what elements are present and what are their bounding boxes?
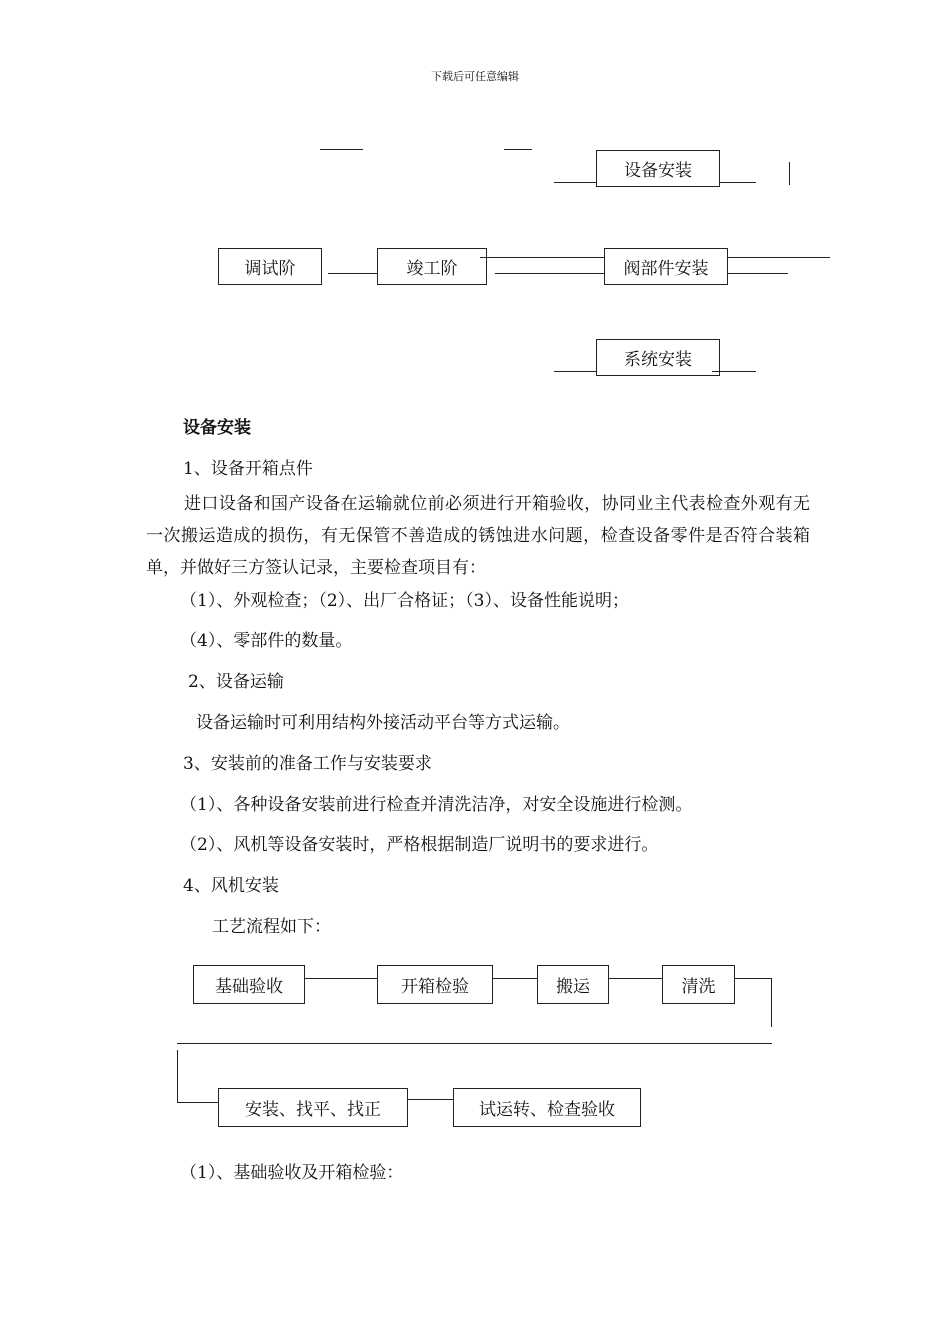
flow-connector	[177, 1050, 178, 1102]
box-debug-stage-label: 阶	[278, 259, 296, 279]
diagram-line	[789, 162, 790, 185]
box-acceptance-label: 竣工	[406, 259, 441, 279]
diagram-line	[320, 149, 363, 150]
s1-items-b: （4）、零部件的数量。	[180, 631, 353, 651]
s3-title: 3、安装前的准备工作与安装要求	[183, 754, 432, 774]
flow-step-transport: 搬运	[537, 965, 609, 1004]
flow-connector	[609, 978, 663, 979]
s3-item-1: （1）、各种设备安装前进行检查并清洗洁净，对安全设施进行检测。	[180, 795, 693, 815]
box-debug-stage	[218, 248, 322, 285]
box-system-install: 系统安装	[596, 339, 720, 376]
flow-connector	[493, 978, 538, 979]
s4-title: 4、风机安装	[183, 876, 279, 896]
flow-connector	[771, 978, 772, 1027]
flow-step-trial-run-acceptance: 试运转、检查验收	[453, 1088, 641, 1127]
diagram-line	[712, 371, 756, 372]
box-valve-install: 阀部件安装	[604, 248, 728, 285]
s2-paragraph: 设备运输时可利用结构外接活动平台等方式运输。	[196, 713, 570, 733]
s2-title: 2、设备运输	[188, 672, 284, 692]
s4-flow-intro: 工艺流程如下：	[212, 917, 331, 937]
box-equipment-install: 设备安装	[596, 150, 720, 187]
header-note: 下载后可任意编辑	[431, 70, 519, 83]
box-acceptance-stage	[377, 248, 487, 285]
box-debug-label: 调试	[244, 259, 279, 279]
s1-paragraph: 进口设备和国产设备在运输就位前必须进行开箱验收，协同业主代表检查外观有无一次搬运造成的损伤，有无保管不善造成的锈蚀进水问题，检查设备零件是否符合装箱单，并做好三方签认记录，主要检查项目有：	[146, 494, 810, 578]
diagram-line	[495, 273, 605, 274]
s1-items-a: （1）、外观检查；（2）、出厂合格证；（3）、设备性能说明；	[180, 591, 629, 611]
flow-connector	[177, 1102, 219, 1103]
flow-step-cleaning: 清洗	[662, 965, 735, 1004]
flow-step-unpack-inspect: 开箱检验	[377, 965, 493, 1004]
s1-title: 1、设备开箱点件	[183, 459, 313, 479]
s3-item-2: （2）、风机等设备安装时，严格根据制造厂说明书的要求进行。	[180, 835, 659, 855]
diagram-line	[504, 149, 532, 150]
diagram-line	[554, 182, 598, 183]
flow-connector	[735, 978, 772, 979]
flow-connector	[408, 1099, 454, 1100]
diagram-line	[554, 371, 598, 372]
flow-step-install-level-align: 安装、找平、找正	[218, 1088, 408, 1127]
box-acceptance-stage-label: 阶	[440, 259, 458, 279]
flow-connector	[305, 978, 378, 979]
s4-sub-1: （1）、基础验收及开箱检验：	[180, 1163, 404, 1183]
diagram-line	[328, 273, 377, 274]
diagram-line	[728, 273, 788, 274]
flow-connector	[177, 1043, 772, 1044]
section-title: 设备安装	[183, 418, 251, 438]
flow-step-foundation-check: 基础验收	[193, 965, 305, 1004]
